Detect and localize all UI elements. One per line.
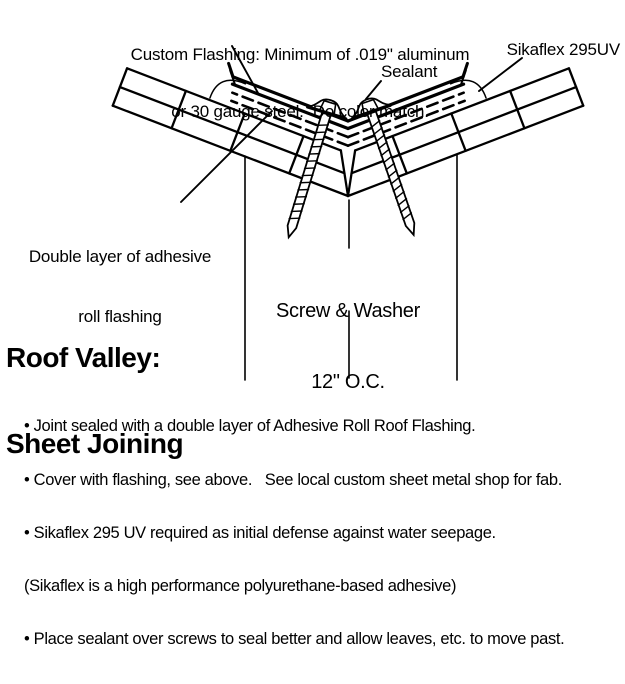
adhesive-line1: Double layer of adhesive [28,247,212,266]
note-line: • Sikaflex 295 UV required as initial defense against water seepage. [24,523,496,542]
note-line: (Sikaflex is a high performance polyurethane-based adhesive) [24,576,457,595]
adhesive-line2: roll flashing [78,307,162,326]
note-line: • Joint sealed with a double layer of Adhesive Roll Roof Flashing. [24,417,476,436]
custom-flashing-line1: Custom Flashing: Minimum of .019" aluminum [130,45,470,64]
screw-line2: 12" O.C. [311,370,385,393]
notes-list [24,383,624,684]
note-line: • Place sealant over screws to seal better and allow leaves, etc. to move past. [24,629,565,648]
sealant-callout: Sealant [381,62,438,81]
page-title-line1: Roof Valley: [6,342,161,373]
custom-flashing-line2: or 30 gauge steel. Do color match. [171,102,429,121]
screw-line1: Screw & Washer [276,300,420,322]
page-title-line2: Sheet Joining [6,427,184,459]
note-line: • Cover with flashing, see above. See local custom sheet metal shop for fab. [24,470,562,489]
custom-flashing-callout [110,7,490,159]
sikaflex-callout: Sikaflex 295UV [506,40,620,59]
